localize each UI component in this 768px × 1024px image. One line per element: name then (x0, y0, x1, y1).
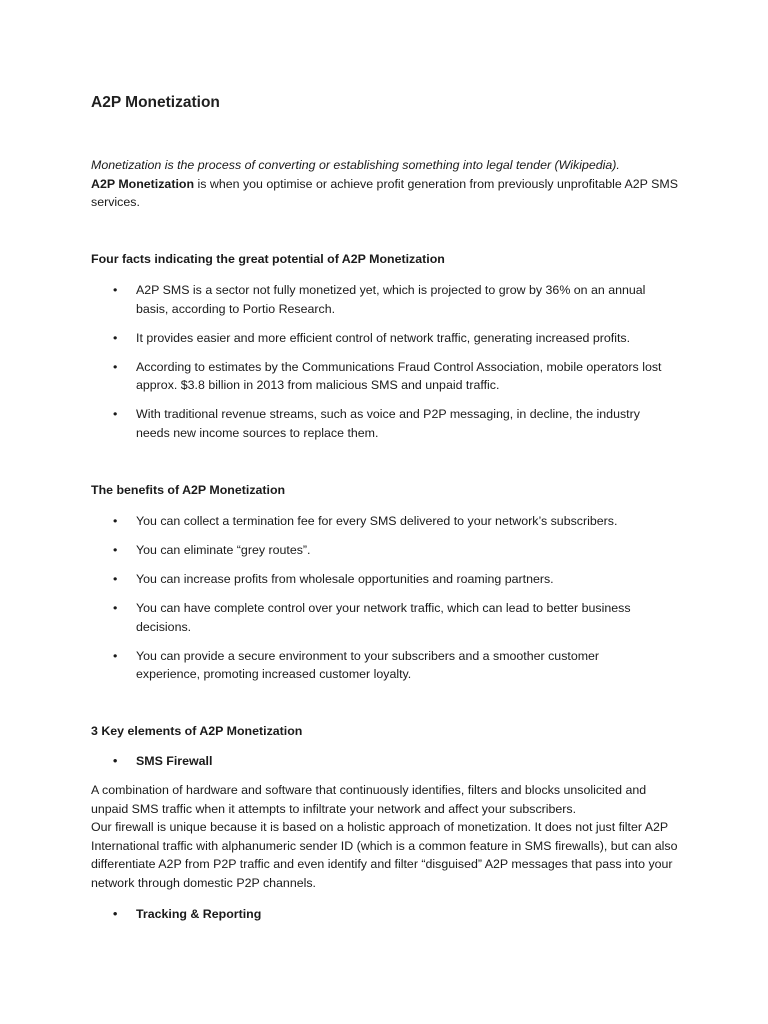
intro-paragraph (91, 156, 681, 212)
page-title: A2P Monetization (91, 94, 220, 111)
bullet-icon: • (113, 572, 118, 586)
list-item: • A2P SMS is a sector not fully monetized yet, which is projected to grow by 36% on an annual basis, according to Portio Research. (113, 283, 646, 316)
benefits-list (0, 512, 768, 694)
key-element-2-list (0, 905, 768, 934)
term-text: A2P Monetization (91, 176, 195, 191)
list-item: • SMS Firewall (0, 752, 666, 771)
list-item: • Tracking & Reporting (0, 905, 666, 924)
bullet-icon: • (113, 601, 118, 615)
list-item: • You can collect a termination fee for every SMS delivered to your network’s subscribers. (0, 512, 666, 531)
list-item: • According to estimates by the Communications Fraud Control Association, mobile operators lost approx. $3.8 billion in 2013 from malicious SMS and unpaid traffic. (113, 359, 662, 392)
bullet-icon: • (113, 330, 118, 345)
intro-rest-text: is when you optimise or achieve profit generation from previously unprofitable A2P SMS services. (91, 176, 678, 209)
facts-heading: Four facts indicating the great potential of A2P Monetization (91, 252, 445, 266)
list-item: • It provides easier and more efficient control of network traffic, generating increased profits. (0, 329, 666, 348)
bullet-icon: • (113, 543, 118, 557)
bullet-icon: • (113, 359, 118, 374)
bullet-icon: • (113, 514, 118, 528)
list-item: • You can provide a secure environment to your subscribers and a smoother customer experience, promoting increased customer loyalty. (113, 648, 600, 681)
list-item: • You can increase profits from wholesale opportunities and roaming partners. (0, 570, 666, 589)
key-elements-heading: 3 Key elements of A2P Monetization (91, 724, 303, 738)
key-element-1-list (0, 752, 768, 781)
firewall-description: A combination of hardware and software that continuously identifies, filters and blocks unsolicited and unpaid SMS traffic when it attempts to infiltrate your network and affect your subscribers. Our firewall is unique because it is based on a holistic approach of monetization. It does not just filter A2P International traffic with alphanumeric sender ID (which is a common feature in SMS firewalls), but can also differentiate A2P from P2P traffic and even identify and filter “disguised” A2P messages that pass into your network through domestic P2P channels. (91, 783, 678, 890)
list-item: • You can have complete control over your network traffic, which can lead to better business decisions. (113, 601, 631, 634)
bullet-icon: • (113, 283, 118, 297)
definition-text: Monetization is the process of converting or establishing something into legal tender (Wikipedia). (91, 158, 620, 172)
bullet-icon: • (113, 407, 118, 421)
bullet-icon: • (113, 648, 118, 663)
facts-list (0, 281, 768, 453)
list-item: • You can eliminate “grey routes”. (0, 541, 666, 560)
list-item: • With traditional revenue streams, such as voice and P2P messaging, in decline, the industry needs new income sources to replace them. (113, 407, 640, 440)
benefits-heading: The benefits of A2P Monetization (91, 483, 286, 497)
bullet-icon: • (113, 907, 118, 921)
bullet-icon: • (113, 754, 118, 768)
